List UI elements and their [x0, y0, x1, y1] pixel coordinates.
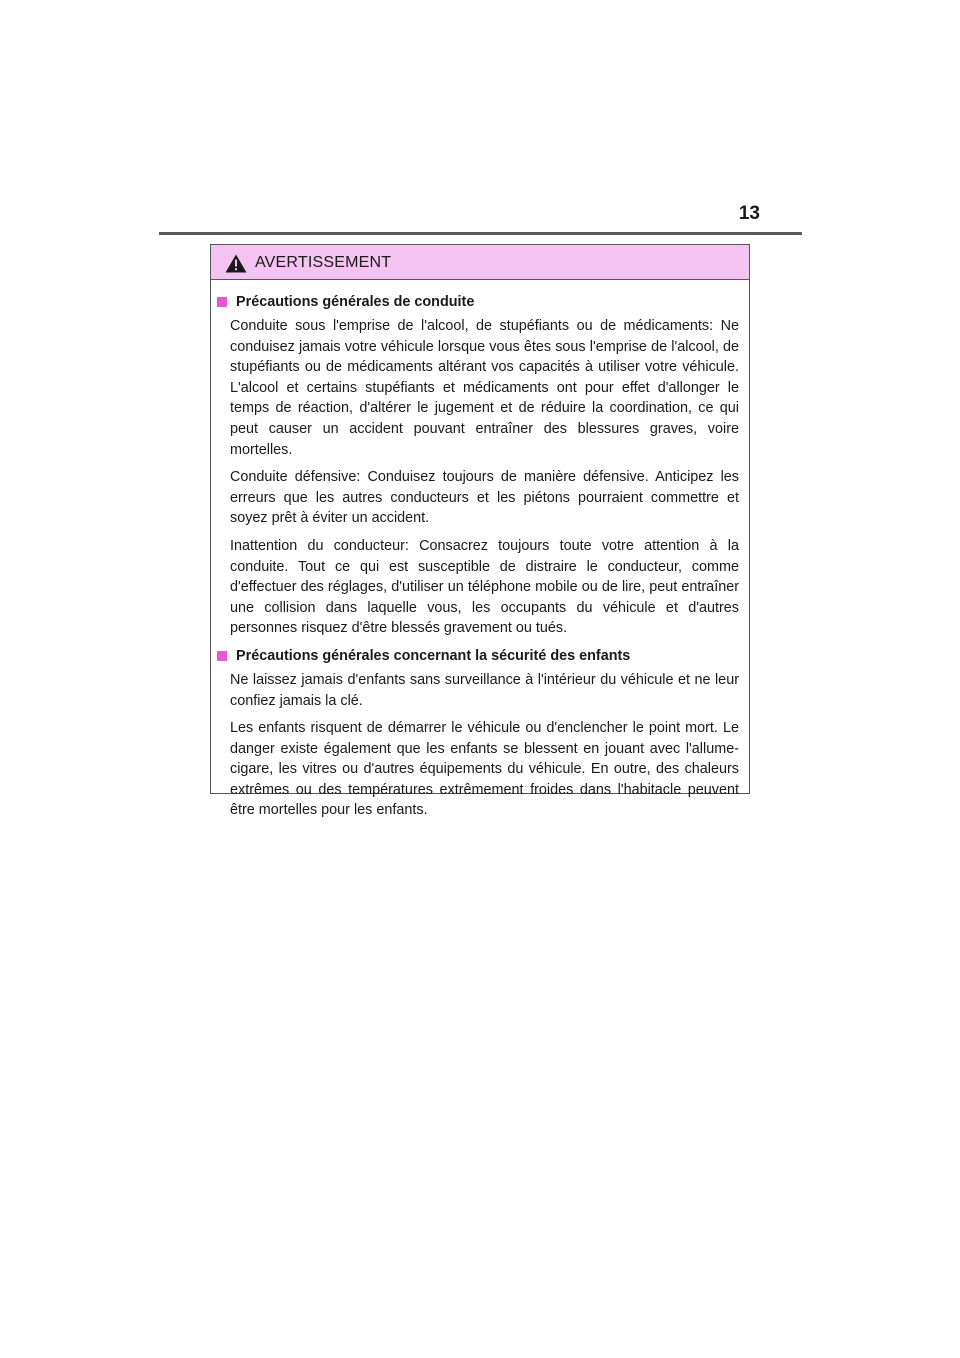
warning-box — [210, 244, 750, 819]
header-rule — [159, 232, 802, 235]
paragraph-alcohol: Conduite sous l'emprise de l'alcool, de stupéfiants ou de médicaments: Ne conduisez jamais votre véhicule lorsque vous êtes sous l'emprise de l'alcool, de stupéfiants ou de médicaments altérant vos capacités à utiliser votre véhicule. L'alcool et certains stupéfiants et médicaments ont pour effet d'allonger le temps de réaction, d'altérer le jugement et de réduire la coordination, ce qui peut causer un accident pouvant entraîner des blessures graves, voire mortelles. — [230, 318, 739, 458]
paragraph-driver-inattention: Inattention du conducteur: Consacrez toujours toute votre attention à la conduite. Tout ce qui est susceptible de distraire le conducteur, comme d'effectuer des réglages, d'utiliser un téléphone mobile ou de lire, peut entraîner une collision dans laquelle vous, les occupants du véhicule et d'autres personnes risquez d'être blessés gravement ou tués. — [230, 537, 739, 637]
warning-body — [211, 280, 749, 821]
warning-triangle-icon — [225, 254, 247, 273]
square-bullet-icon — [217, 651, 227, 661]
paragraph-defensive-driving: Conduite défensive: Conduisez toujours de manière défensive. Anticipez les erreurs que les autres conducteurs et les piétons pourraient commettre et soyez prêt à éviter un accident. — [230, 469, 739, 527]
section-heading-text: Précautions générales concernant la sécurité des enfants — [236, 647, 631, 664]
square-bullet-icon — [217, 297, 227, 307]
paragraph-children-dangers: Les enfants risquent de démarrer le véhicule ou d'enclencher le point mort. Le danger existe également que les enfants se blessent en jouant avec l'allume-cigare, les vitres ou d'autres équipements du véhicule. En outre, des chaleurs extrêmes ou des températures extrêmement froides dans l'habitacle peuvent être mortelles pour les enfants. — [230, 720, 739, 819]
section-heading-driving — [216, 292, 739, 313]
section-heading-child-safety — [216, 646, 739, 667]
page-number: 13 — [738, 203, 760, 224]
section-heading-text: Précautions générales de conduite — [236, 294, 475, 310]
warning-title: AVERTISSEMENT — [255, 254, 392, 271]
paragraph-unattended-children: Ne laissez jamais d'enfants sans surveillance à l'intérieur du véhicule et ne leur confiez jamais la clé. — [230, 671, 739, 709]
warning-header — [211, 245, 749, 280]
